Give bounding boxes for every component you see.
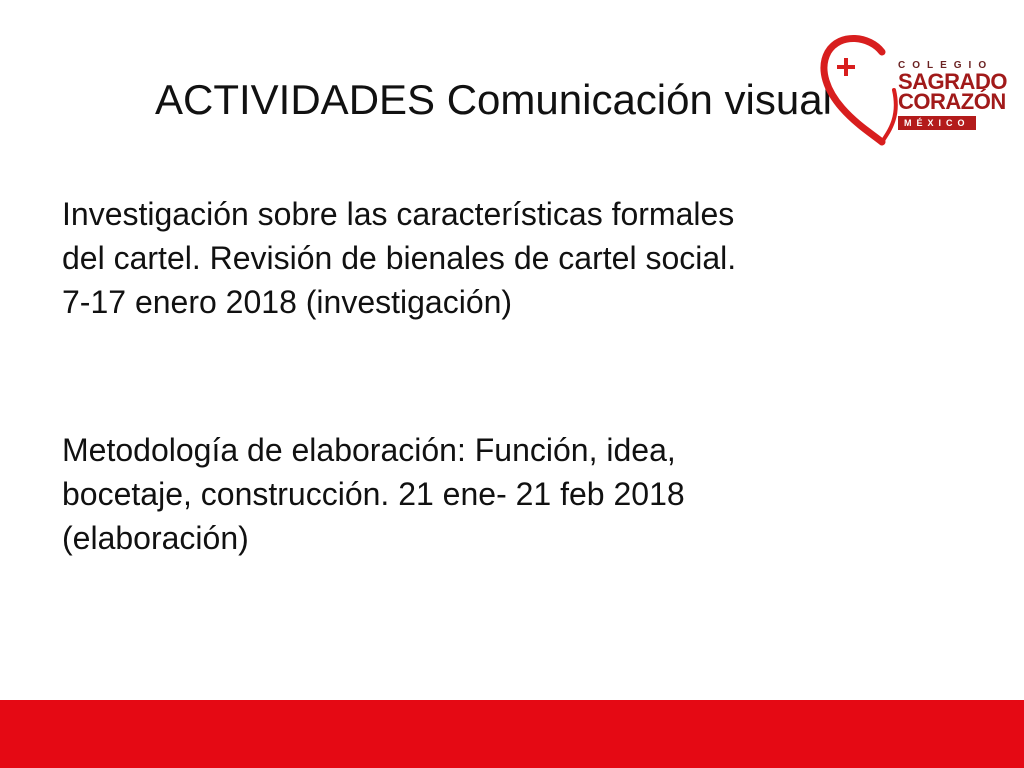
logo-sagrado-text: SAGRADO bbox=[898, 69, 1007, 94]
logo-wordmark bbox=[898, 60, 1016, 131]
paragraph-line: 7-17 enero 2018 (investigación) bbox=[62, 284, 513, 320]
logo-colegio-text: COLEGIO bbox=[898, 60, 994, 71]
logo-mexico-badge: MÉXICO bbox=[898, 116, 976, 130]
logo-corazon-text: CORAZÓN bbox=[898, 89, 1006, 114]
paragraph-line: Metodología de elaboración: Función, idea, bbox=[62, 432, 676, 468]
slide-title: ACTIVIDADES Comunicación visual bbox=[155, 76, 832, 123]
paragraph-line: del cartel. Revisión de bienales de cartel social. bbox=[62, 240, 737, 276]
paragraph-line: bocetaje, construcción. 21 ene- 21 feb 2018 bbox=[62, 476, 685, 512]
activity-investigation bbox=[62, 192, 962, 324]
activity-elaboration bbox=[62, 428, 962, 560]
paragraph-line: (elaboración) bbox=[62, 520, 249, 556]
school-logo bbox=[820, 30, 1016, 150]
footer-bar bbox=[0, 700, 1024, 768]
paragraph-line: Investigación sobre las características formales bbox=[62, 196, 735, 232]
